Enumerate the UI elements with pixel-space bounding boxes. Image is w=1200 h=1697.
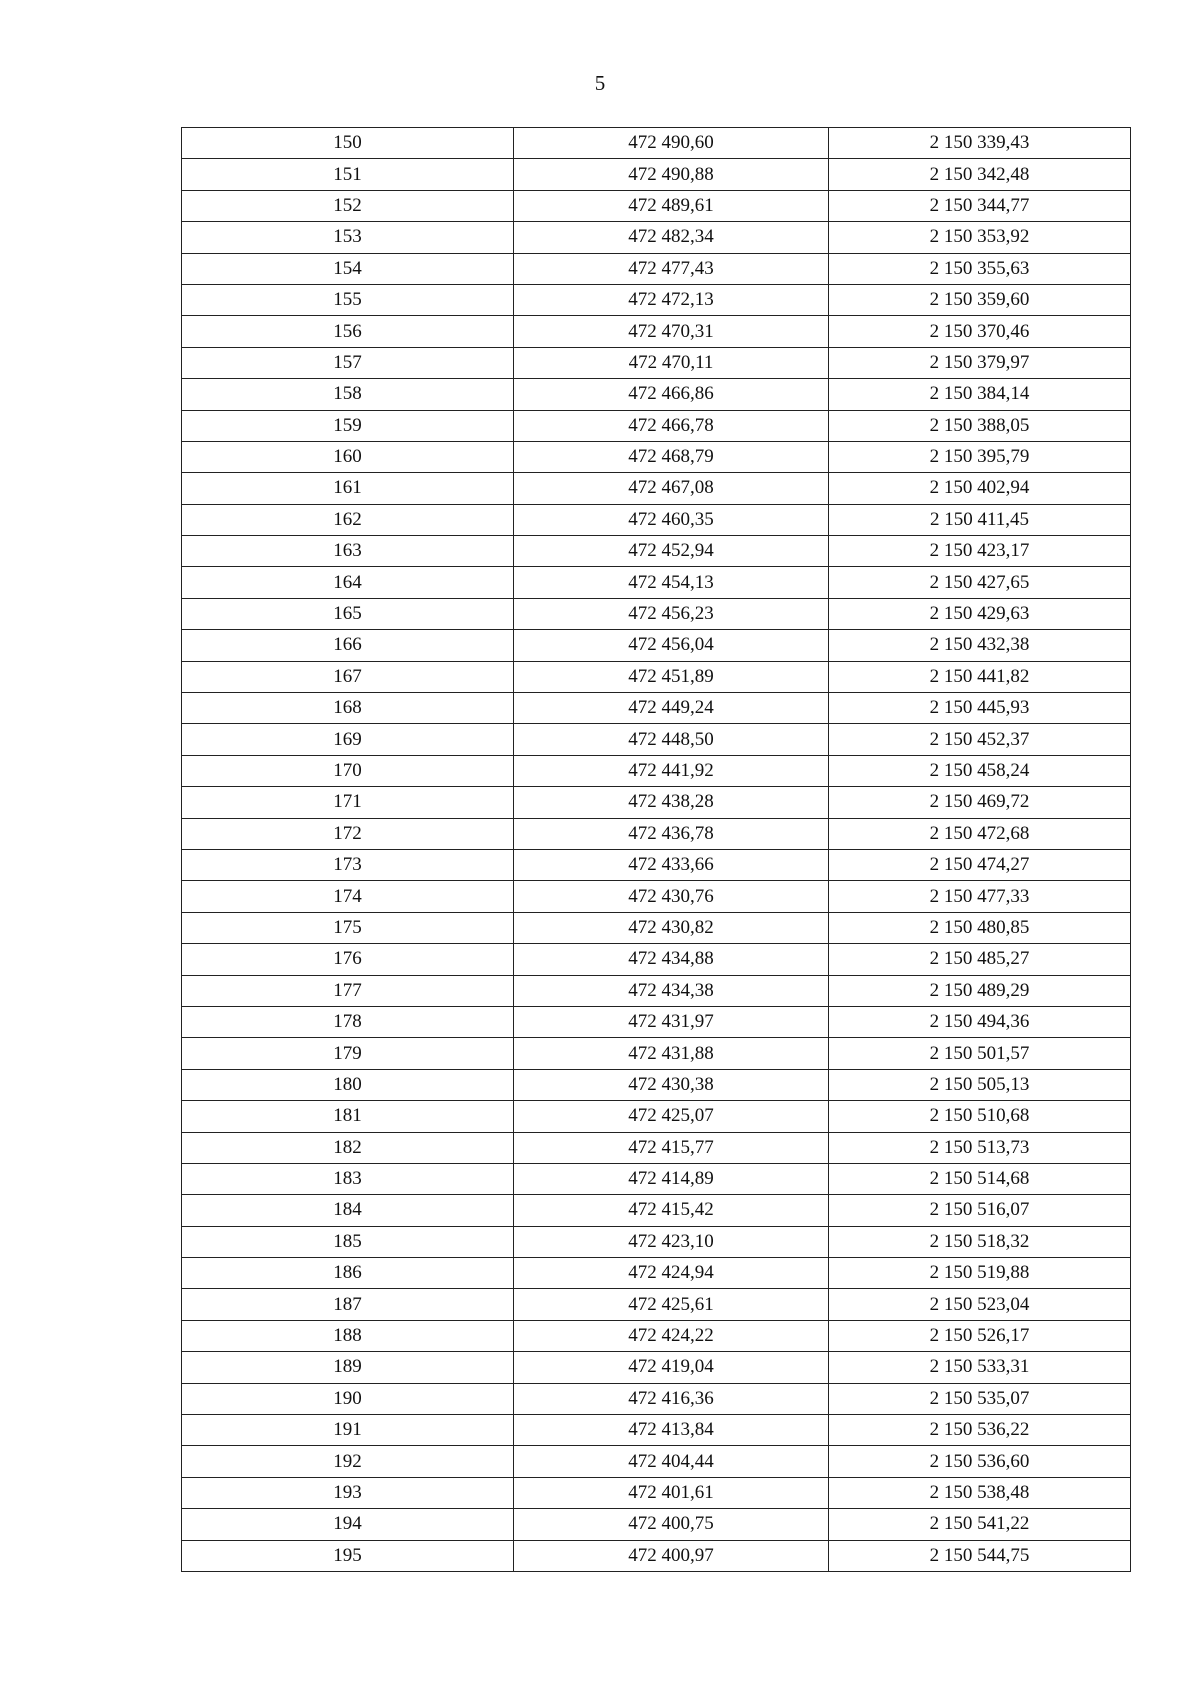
y-coordinate-cell: 2 150 384,14: [829, 379, 1131, 410]
point-number-cell: 178: [182, 1006, 514, 1037]
point-number-cell: 156: [182, 316, 514, 347]
table-row: [182, 693, 1131, 724]
point-number-cell: 152: [182, 190, 514, 221]
y-coordinate-cell: 2 150 533,31: [829, 1352, 1131, 1383]
x-coordinate-cell: 472 434,38: [514, 975, 829, 1006]
x-coordinate-cell: 472 470,31: [514, 316, 829, 347]
table-row: [182, 222, 1131, 253]
table-row: [182, 190, 1131, 221]
point-number-cell: 169: [182, 724, 514, 755]
x-coordinate-cell: 472 431,97: [514, 1006, 829, 1037]
table-row: [182, 1006, 1131, 1037]
y-coordinate-cell: 2 150 536,22: [829, 1415, 1131, 1446]
x-coordinate-cell: 472 431,88: [514, 1038, 829, 1069]
y-coordinate-cell: 2 150 518,32: [829, 1226, 1131, 1257]
table-row: [182, 1509, 1131, 1540]
x-coordinate-cell: 472 456,23: [514, 598, 829, 629]
point-number-cell: 191: [182, 1415, 514, 1446]
y-coordinate-cell: 2 150 458,24: [829, 755, 1131, 786]
table-row: [182, 1540, 1131, 1571]
table-row: [182, 159, 1131, 190]
y-coordinate-cell: 2 150 353,92: [829, 222, 1131, 253]
point-number-cell: 160: [182, 441, 514, 472]
y-coordinate-cell: 2 150 538,48: [829, 1477, 1131, 1508]
point-number-cell: 174: [182, 881, 514, 912]
y-coordinate-cell: 2 150 370,46: [829, 316, 1131, 347]
x-coordinate-cell: 472 456,04: [514, 630, 829, 661]
table-row: [182, 1258, 1131, 1289]
point-number-cell: 151: [182, 159, 514, 190]
x-coordinate-cell: 472 401,61: [514, 1477, 829, 1508]
table-row: [182, 1352, 1131, 1383]
x-coordinate-cell: 472 454,13: [514, 567, 829, 598]
point-number-cell: 168: [182, 693, 514, 724]
table-row: [182, 881, 1131, 912]
x-coordinate-cell: 472 436,78: [514, 818, 829, 849]
point-number-cell: 171: [182, 787, 514, 818]
point-number-cell: 157: [182, 347, 514, 378]
table-row: [182, 755, 1131, 786]
y-coordinate-cell: 2 150 445,93: [829, 693, 1131, 724]
x-coordinate-cell: 472 433,66: [514, 849, 829, 880]
table-row: [182, 1477, 1131, 1508]
x-coordinate-cell: 472 466,86: [514, 379, 829, 410]
point-number-cell: 181: [182, 1101, 514, 1132]
table-row: [182, 1383, 1131, 1414]
x-coordinate-cell: 472 441,92: [514, 755, 829, 786]
x-coordinate-cell: 472 477,43: [514, 253, 829, 284]
y-coordinate-cell: 2 150 423,17: [829, 536, 1131, 567]
table-row: [182, 1069, 1131, 1100]
point-number-cell: 165: [182, 598, 514, 629]
y-coordinate-cell: 2 150 485,27: [829, 944, 1131, 975]
point-number-cell: 163: [182, 536, 514, 567]
y-coordinate-cell: 2 150 541,22: [829, 1509, 1131, 1540]
y-coordinate-cell: 2 150 411,45: [829, 504, 1131, 535]
y-coordinate-cell: 2 150 513,73: [829, 1132, 1131, 1163]
point-number-cell: 189: [182, 1352, 514, 1383]
y-coordinate-cell: 2 150 514,68: [829, 1163, 1131, 1194]
table-row: [182, 1415, 1131, 1446]
table-row: [182, 253, 1131, 284]
point-number-cell: 161: [182, 473, 514, 504]
table-row: [182, 379, 1131, 410]
table-row: [182, 975, 1131, 1006]
point-number-cell: 184: [182, 1195, 514, 1226]
y-coordinate-cell: 2 150 523,04: [829, 1289, 1131, 1320]
x-coordinate-cell: 472 425,61: [514, 1289, 829, 1320]
y-coordinate-cell: 2 150 441,82: [829, 661, 1131, 692]
point-number-cell: 176: [182, 944, 514, 975]
table-row: [182, 128, 1131, 159]
table-row: [182, 1320, 1131, 1351]
y-coordinate-cell: 2 150 452,37: [829, 724, 1131, 755]
y-coordinate-cell: 2 150 402,94: [829, 473, 1131, 504]
point-number-cell: 164: [182, 567, 514, 598]
x-coordinate-cell: 472 466,78: [514, 410, 829, 441]
x-coordinate-cell: 472 430,76: [514, 881, 829, 912]
point-number-cell: 155: [182, 284, 514, 315]
table-row: [182, 1446, 1131, 1477]
x-coordinate-cell: 472 415,42: [514, 1195, 829, 1226]
y-coordinate-cell: 2 150 489,29: [829, 975, 1131, 1006]
point-number-cell: 180: [182, 1069, 514, 1100]
table-row: [182, 944, 1131, 975]
x-coordinate-cell: 472 438,28: [514, 787, 829, 818]
x-coordinate-cell: 472 424,22: [514, 1320, 829, 1351]
y-coordinate-cell: 2 150 474,27: [829, 849, 1131, 880]
point-number-cell: 173: [182, 849, 514, 880]
y-coordinate-cell: 2 150 359,60: [829, 284, 1131, 315]
table-row: [182, 504, 1131, 535]
point-number-cell: 159: [182, 410, 514, 441]
y-coordinate-cell: 2 150 427,65: [829, 567, 1131, 598]
table-row: [182, 347, 1131, 378]
point-number-cell: 185: [182, 1226, 514, 1257]
x-coordinate-cell: 472 451,89: [514, 661, 829, 692]
table-row: [182, 1195, 1131, 1226]
x-coordinate-cell: 472 414,89: [514, 1163, 829, 1194]
y-coordinate-cell: 2 150 379,97: [829, 347, 1131, 378]
point-number-cell: 179: [182, 1038, 514, 1069]
table-row: [182, 661, 1131, 692]
y-coordinate-cell: 2 150 535,07: [829, 1383, 1131, 1414]
table-row: [182, 284, 1131, 315]
point-number-cell: 172: [182, 818, 514, 849]
point-number-cell: 182: [182, 1132, 514, 1163]
x-coordinate-cell: 472 470,11: [514, 347, 829, 378]
y-coordinate-cell: 2 150 519,88: [829, 1258, 1131, 1289]
y-coordinate-cell: 2 150 536,60: [829, 1446, 1131, 1477]
point-number-cell: 166: [182, 630, 514, 661]
table-row: [182, 818, 1131, 849]
table-row: [182, 567, 1131, 598]
x-coordinate-cell: 472 434,88: [514, 944, 829, 975]
table-row: [182, 536, 1131, 567]
page-number: 5: [594, 71, 606, 95]
point-number-cell: 153: [182, 222, 514, 253]
y-coordinate-cell: 2 150 344,77: [829, 190, 1131, 221]
y-coordinate-cell: 2 150 526,17: [829, 1320, 1131, 1351]
point-number-cell: 190: [182, 1383, 514, 1414]
x-coordinate-cell: 472 423,10: [514, 1226, 829, 1257]
point-number-cell: 150: [182, 128, 514, 159]
table-row: [182, 787, 1131, 818]
x-coordinate-cell: 472 419,04: [514, 1352, 829, 1383]
y-coordinate-cell: 2 150 505,13: [829, 1069, 1131, 1100]
y-coordinate-cell: 2 150 429,63: [829, 598, 1131, 629]
point-number-cell: 177: [182, 975, 514, 1006]
y-coordinate-cell: 2 150 544,75: [829, 1540, 1131, 1571]
table-row: [182, 1132, 1131, 1163]
x-coordinate-cell: 472 425,07: [514, 1101, 829, 1132]
point-number-cell: 193: [182, 1477, 514, 1508]
y-coordinate-cell: 2 150 339,43: [829, 128, 1131, 159]
x-coordinate-cell: 472 468,79: [514, 441, 829, 472]
x-coordinate-cell: 472 490,60: [514, 128, 829, 159]
y-coordinate-cell: 2 150 516,07: [829, 1195, 1131, 1226]
point-number-cell: 162: [182, 504, 514, 535]
table-row: [182, 1101, 1131, 1132]
y-coordinate-cell: 2 150 501,57: [829, 1038, 1131, 1069]
x-coordinate-cell: 472 448,50: [514, 724, 829, 755]
x-coordinate-cell: 472 400,75: [514, 1509, 829, 1540]
point-number-cell: 183: [182, 1163, 514, 1194]
table-row: [182, 410, 1131, 441]
table-row: [182, 473, 1131, 504]
y-coordinate-cell: 2 150 395,79: [829, 441, 1131, 472]
table-row: [182, 441, 1131, 472]
x-coordinate-cell: 472 400,97: [514, 1540, 829, 1571]
point-number-cell: 187: [182, 1289, 514, 1320]
x-coordinate-cell: 472 430,82: [514, 912, 829, 943]
coordinates-table: [181, 127, 1131, 1572]
point-number-cell: 192: [182, 1446, 514, 1477]
point-number-cell: 186: [182, 1258, 514, 1289]
point-number-cell: 195: [182, 1540, 514, 1571]
y-coordinate-cell: 2 150 432,38: [829, 630, 1131, 661]
x-coordinate-cell: 472 415,77: [514, 1132, 829, 1163]
coordinates-table-body: [182, 128, 1131, 1572]
x-coordinate-cell: 472 413,84: [514, 1415, 829, 1446]
point-number-cell: 188: [182, 1320, 514, 1351]
x-coordinate-cell: 472 460,35: [514, 504, 829, 535]
point-number-cell: 158: [182, 379, 514, 410]
point-number-cell: 154: [182, 253, 514, 284]
y-coordinate-cell: 2 150 355,63: [829, 253, 1131, 284]
y-coordinate-cell: 2 150 342,48: [829, 159, 1131, 190]
x-coordinate-cell: 472 489,61: [514, 190, 829, 221]
table-row: [182, 598, 1131, 629]
y-coordinate-cell: 2 150 477,33: [829, 881, 1131, 912]
table-row: [182, 1163, 1131, 1194]
point-number-cell: 194: [182, 1509, 514, 1540]
y-coordinate-cell: 2 150 469,72: [829, 787, 1131, 818]
point-number-cell: 170: [182, 755, 514, 786]
y-coordinate-cell: 2 150 494,36: [829, 1006, 1131, 1037]
table-row: [182, 849, 1131, 880]
table-row: [182, 316, 1131, 347]
y-coordinate-cell: 2 150 388,05: [829, 410, 1131, 441]
y-coordinate-cell: 2 150 480,85: [829, 912, 1131, 943]
x-coordinate-cell: 472 449,24: [514, 693, 829, 724]
point-number-cell: 167: [182, 661, 514, 692]
table-row: [182, 1226, 1131, 1257]
x-coordinate-cell: 472 424,94: [514, 1258, 829, 1289]
x-coordinate-cell: 472 467,08: [514, 473, 829, 504]
y-coordinate-cell: 2 150 472,68: [829, 818, 1131, 849]
x-coordinate-cell: 472 482,34: [514, 222, 829, 253]
table-row: [182, 912, 1131, 943]
x-coordinate-cell: 472 404,44: [514, 1446, 829, 1477]
point-number-cell: 175: [182, 912, 514, 943]
x-coordinate-cell: 472 472,13: [514, 284, 829, 315]
x-coordinate-cell: 472 430,38: [514, 1069, 829, 1100]
y-coordinate-cell: 2 150 510,68: [829, 1101, 1131, 1132]
table-row: [182, 1289, 1131, 1320]
x-coordinate-cell: 472 416,36: [514, 1383, 829, 1414]
table-row: [182, 1038, 1131, 1069]
table-row: [182, 724, 1131, 755]
table-row: [182, 630, 1131, 661]
x-coordinate-cell: 472 490,88: [514, 159, 829, 190]
x-coordinate-cell: 472 452,94: [514, 536, 829, 567]
